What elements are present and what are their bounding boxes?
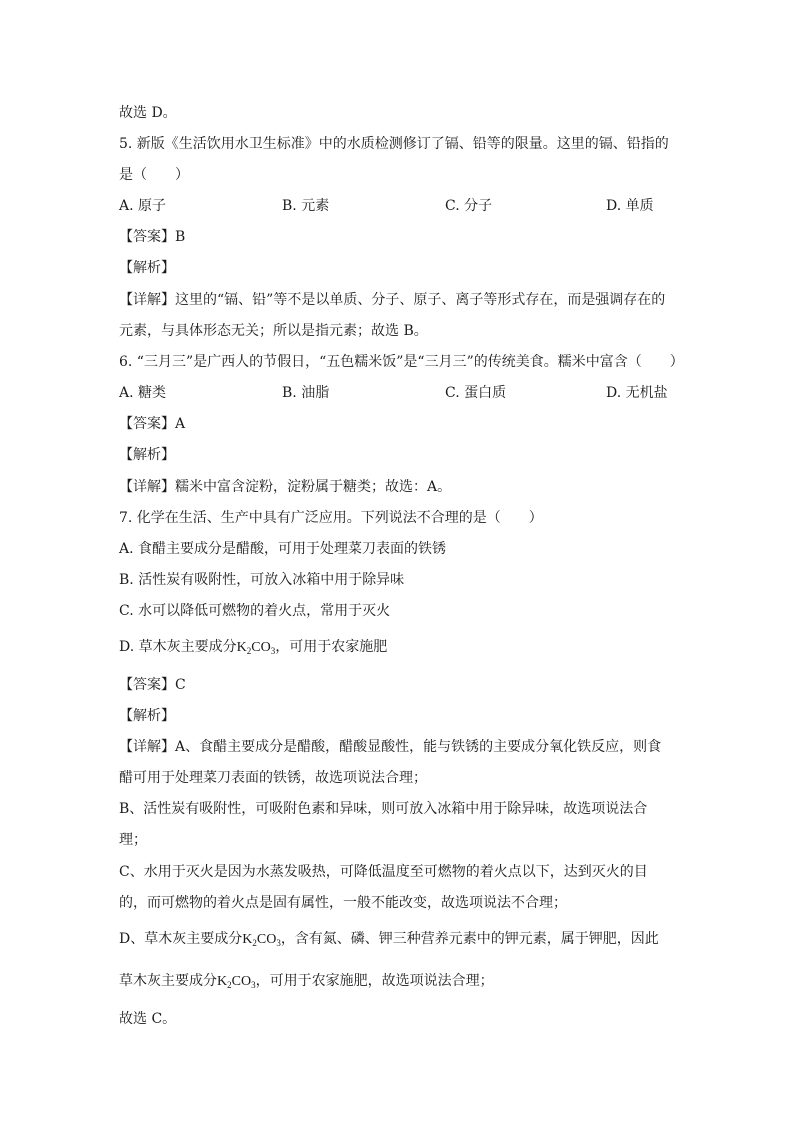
detail-text-cont: 元素，与具体形态无关；所以是指元素；故选 B。 bbox=[119, 323, 428, 339]
q6-option-a: A. 糖类 bbox=[119, 385, 167, 401]
q5-option-a: A. 原子 bbox=[119, 198, 167, 214]
detail-text: 【详解】糯米中富含淀粉，淀粉属于糖类；故选：A。 bbox=[119, 479, 452, 495]
answer-label: 【答案】A bbox=[119, 416, 186, 432]
detail-text-d: D、草木灰主要成分$K_2CO_3$，含有氮、磷、钾三种营养元素中的钾元素，属于钾肥，因此 bbox=[119, 931, 659, 948]
chemical-formula: $K_2CO_3$ bbox=[236, 640, 276, 656]
detail-text: 【详解】A、食醋主要成分是醋酸，醋酸显酸性，能与铁锈的主要成分氧化铁反应，则食 bbox=[119, 739, 662, 755]
detail-text-b: B、活性炭有吸附性，可吸附色素和异味，则可放入冰箱中用于除异味，故选项说法合 bbox=[119, 801, 648, 817]
analysis-label: 【解析】 bbox=[119, 708, 175, 724]
q7-option-c: C. 水可以降低可燃物的着火点，常用于灭火 bbox=[119, 603, 391, 619]
text-line: 故选 D。 bbox=[119, 105, 177, 121]
q5-option-d: D. 单质 bbox=[606, 198, 654, 214]
question-5-stem: 5. 新版《生活饮用水卫生标准》中的水质检测修订了镉、铅等的限量。这里的镉、铅指的 bbox=[119, 136, 669, 152]
detail-text-d-cont: 草木灰主要成分$K_2CO_3$，可用于农家施肥，故选项说法合理； bbox=[119, 973, 494, 990]
detail-text: 【详解】这里的“镉、铅”等不是以单质、分子、原子、离子等形式存在，而是强调存在的 bbox=[119, 292, 666, 308]
detail-text-c: C、水用于灭火是因为水蒸发吸热，可降低温度至可燃物的着火点以下，达到灭火的目 bbox=[119, 864, 648, 880]
question-5-stem-cont: 是（ ） bbox=[119, 167, 189, 183]
q6-option-b: B. 油脂 bbox=[282, 385, 330, 401]
q5-option-c: C. 分子 bbox=[445, 198, 493, 214]
detail-text-b-cont: 理； bbox=[119, 832, 147, 848]
analysis-label: 【解析】 bbox=[119, 447, 175, 463]
q6-option-c: C. 蛋白质 bbox=[445, 385, 507, 401]
chemical-formula: $K_2CO_3$ bbox=[217, 974, 256, 990]
q5-option-b: B. 元素 bbox=[282, 198, 330, 214]
q7-option-b: B. 活性炭有吸附性，可放入冰箱中用于除异味 bbox=[119, 572, 405, 588]
analysis-label: 【解析】 bbox=[119, 260, 175, 276]
q7-option-d-post: ，可用于农家施肥 bbox=[275, 639, 388, 655]
question-7-stem: 7. 化学在生活、生产中具有广泛应用。下列说法不合理的是（ ） bbox=[119, 510, 543, 526]
q7-option-a: A. 食醋主要成分是醋酸，可用于处理菜刀表面的铁锈 bbox=[119, 541, 447, 557]
q7-option-d-pre: D. 草木灰主要成分 bbox=[119, 639, 237, 655]
question-6-stem: 6. “三月三”是广西人的节假日，“五色糯米饭”是“三月三”的传统美食。糯米中富含（ ） bbox=[119, 354, 684, 370]
conclusion-text: 故选 C。 bbox=[119, 1011, 177, 1027]
detail-text-cont: 醋可用于处理菜刀表面的铁锈，故选项说法合理； bbox=[119, 770, 427, 786]
chemical-formula: $K_2CO_3$ bbox=[242, 932, 281, 948]
answer-label: 【答案】B bbox=[119, 229, 186, 245]
q7-option-d bbox=[119, 638, 387, 660]
detail-text-c-cont: 的，而可燃物的着火点是固有属性，一般不能改变，故选项说法不合理； bbox=[119, 895, 567, 911]
answer-label: 【答案】C bbox=[119, 677, 186, 693]
q6-option-d: D. 无机盐 bbox=[606, 385, 668, 401]
